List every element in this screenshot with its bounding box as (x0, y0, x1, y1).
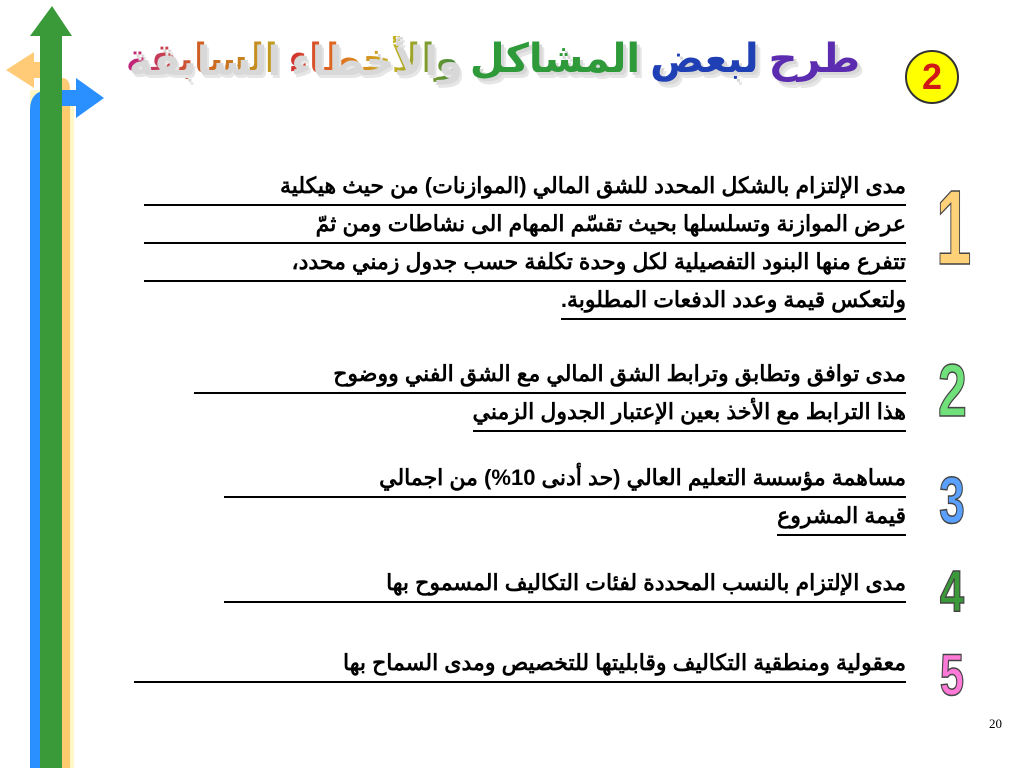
decorative-arrows (0, 0, 110, 768)
title-word: السابقة (125, 36, 279, 82)
item-text-line: قيمة المشروع (777, 498, 906, 536)
title-word: لبعض (650, 36, 759, 82)
list-item (134, 645, 906, 683)
section-number-badge: 2 (905, 50, 959, 104)
item-text-line: مساهمة مؤسسة التعليم العالي (حد أدنى 10%) من اجمالي (224, 460, 906, 498)
item-number: 1 (936, 169, 972, 287)
slide-title (125, 36, 860, 136)
list-item (194, 356, 906, 432)
item-text-line: معقولية ومنطقية التكاليف وقابليتها للتخصيص ومدى السماح بها (134, 645, 906, 683)
page-number: 20 (989, 716, 1002, 731)
item-text-line: مدى توافق وتطابق وترابط الشق المالي مع الشق الفني ووضوح (194, 356, 906, 394)
item-text-line: تتفرع منها البنود التفصيلية لكل وحدة تكلفة حسب جدول زمني محدد، (144, 244, 906, 282)
list-item (224, 460, 906, 536)
item-text-line: مدى الإلتزام بالنسب المحددة لفئات التكاليف المسموح بها (224, 565, 906, 603)
item-number: 4 (939, 559, 965, 624)
list-item (144, 168, 906, 320)
title-word: والأخطاء (288, 36, 460, 82)
list-item (224, 565, 906, 603)
item-text-line: هذا الترابط مع الأخذ بعين الإعتبار الجدول الزمني (473, 394, 906, 432)
item-number: 5 (939, 643, 965, 708)
title-word: المشاكل (469, 36, 641, 82)
item-text-line: مدى الإلتزام بالشكل المحدد للشق المالي (الموازنات) من حيث هيكلية (144, 168, 906, 206)
item-number: 3 (939, 463, 965, 537)
item-number: 2 (938, 349, 967, 432)
item-text-line: ولتعكس قيمة وعدد الدفعات المطلوبة. (561, 282, 906, 320)
title-word: طرح (768, 36, 860, 82)
item-text-line: عرض الموازنة وتسلسلها بحيث تقسّم المهام الى نشاطات ومن ثمّ (144, 206, 906, 244)
